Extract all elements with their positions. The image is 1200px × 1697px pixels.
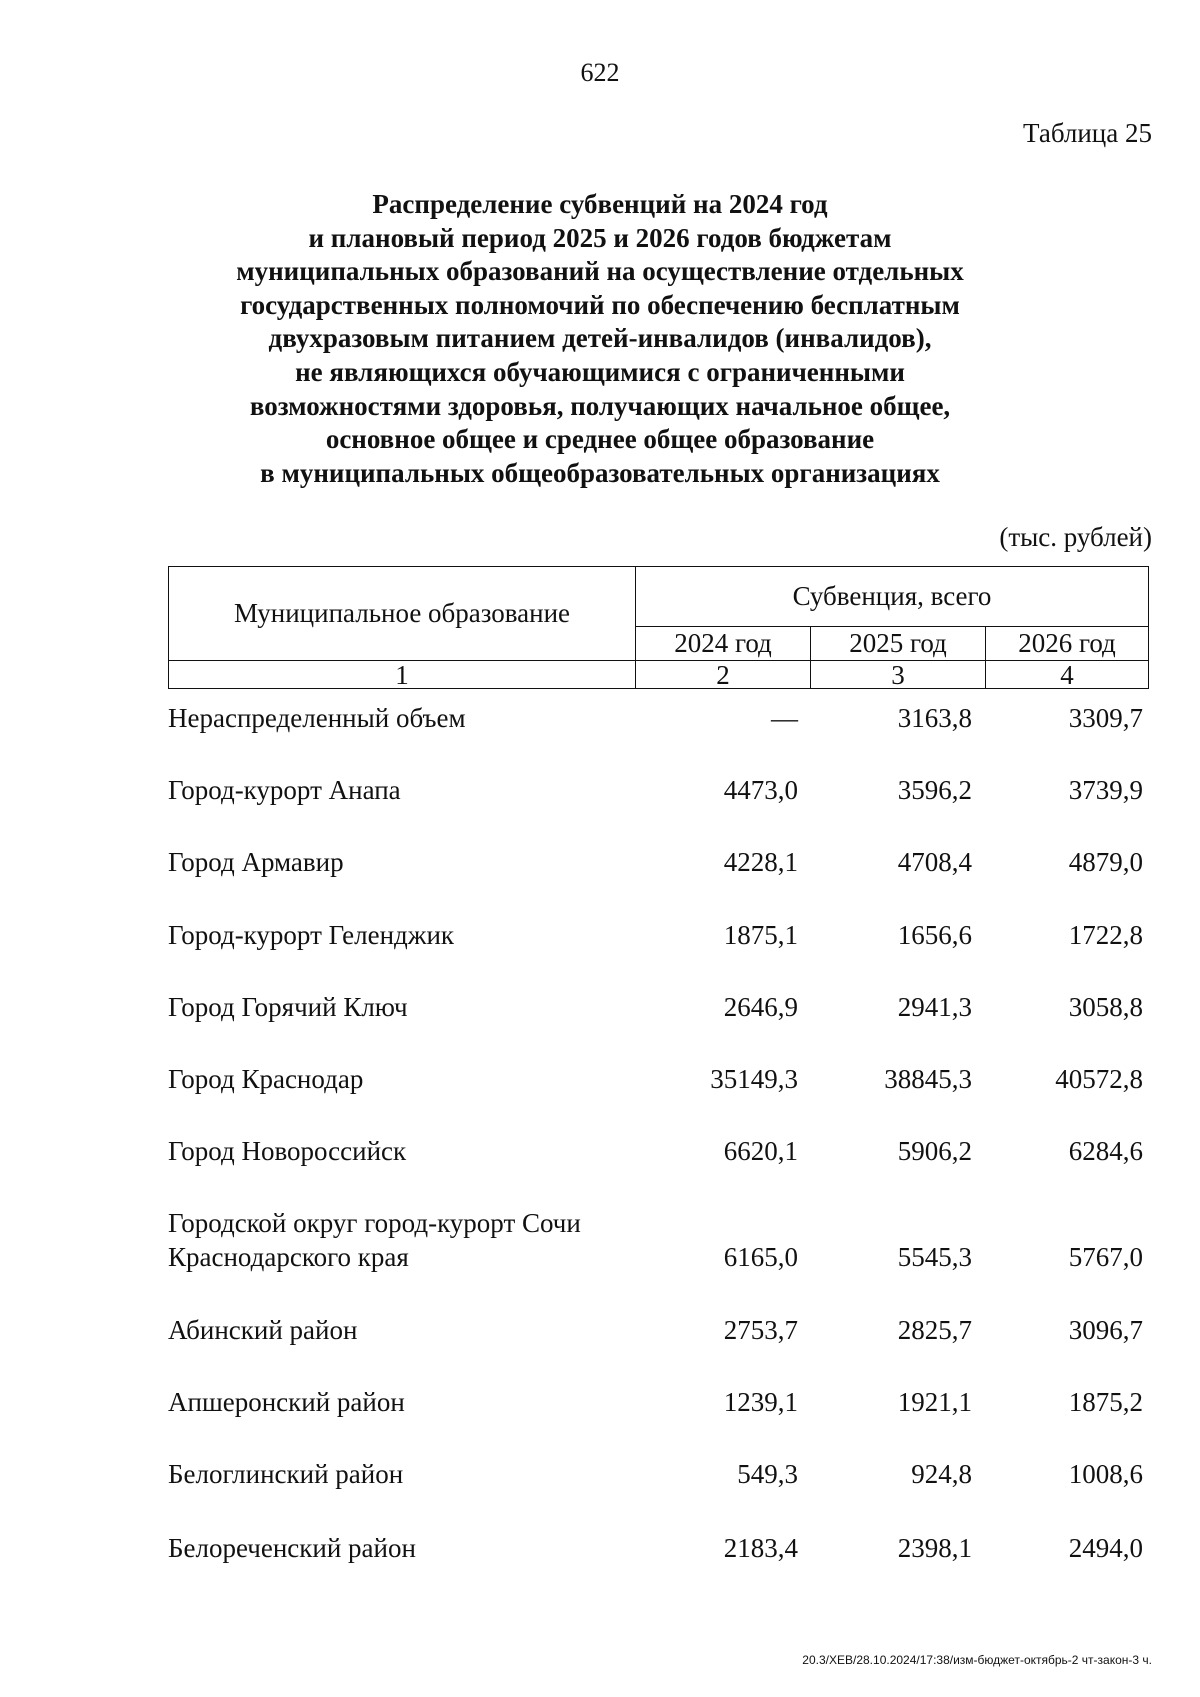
row-name-line: Город-курорт Анапа [168, 775, 401, 805]
row-value-2026: 6284,6 [1068, 1136, 1143, 1166]
title-line: и плановый период 2025 и 2026 годов бюджетам [308, 222, 892, 253]
row-value-2024: 2183,4 [723, 1533, 798, 1563]
row-name-line: Абинский район [168, 1315, 358, 1345]
header-col-number: 3 [811, 661, 986, 689]
row-name-line: Нераспределенный объем [168, 703, 466, 733]
row-name-line: Город Новороссийск [168, 1136, 407, 1166]
row-name-line: Город Армавир [168, 847, 344, 877]
row-value-2025: 2941,3 [897, 992, 972, 1022]
row-value-2024: 6165,0 [723, 1242, 798, 1272]
row-value-2025: 2398,1 [897, 1533, 972, 1563]
document-title [160, 188, 1040, 490]
header-year-2026: 2026 год [986, 627, 1149, 661]
row-name-line: Город Краснодар [168, 1064, 364, 1094]
row-value-2025: 5545,3 [897, 1242, 972, 1272]
row-value-2026: 3096,7 [1068, 1315, 1143, 1345]
row-value-2025: 38845,3 [884, 1064, 972, 1094]
row-value-2025: 924,8 [911, 1459, 972, 1489]
row-name-line: Белореченский район [168, 1533, 416, 1563]
row-value-2025: 4708,4 [897, 847, 972, 877]
table-row [168, 720, 1149, 1565]
row-name-line: Город-курорт Геленджик [168, 920, 455, 950]
header-col-number: 1 [169, 661, 636, 689]
row-value-2025: 3163,8 [897, 703, 972, 733]
row-value-2024: — [771, 703, 798, 733]
header-col-number: 4 [986, 661, 1149, 689]
title-line: не являющихся обучающимися с ограниченными [295, 356, 905, 387]
row-value-2026: 4879,0 [1068, 847, 1143, 877]
row-value-2024: 2753,7 [723, 1315, 798, 1345]
row-municipality-name [168, 1531, 416, 1565]
row-value-2025: 5906,2 [897, 1136, 972, 1166]
title-line: возможностями здоровья, получающих начальное общее, [249, 390, 951, 421]
title-line: двухразовым питанием детей-инвалидов (инвалидов), [268, 323, 932, 354]
row-value-2024: 4228,1 [723, 847, 798, 877]
row-name-line: Краснодарского края [168, 1242, 409, 1272]
row-value-2026: 5767,0 [1068, 1242, 1143, 1272]
row-value-2024: 6620,1 [723, 1136, 798, 1166]
row-value-2024: 1239,1 [723, 1387, 798, 1417]
row-value-2025: 1656,6 [897, 920, 972, 950]
row-name-line: Городской округ город-курорт Сочи [168, 1208, 581, 1238]
row-value-2024: 2646,9 [723, 992, 798, 1022]
title-line: Распределение субвенций на 2024 год [372, 189, 828, 219]
title-line: муниципальных образований на осуществление отдельных [236, 256, 964, 287]
row-value-2025: 3596,2 [897, 775, 972, 805]
header-col-number: 2 [636, 661, 811, 689]
row-value-2026: 1008,6 [1068, 1459, 1143, 1489]
row-value-2026: 3309,7 [1068, 703, 1143, 733]
footer-file-info: 20.3/ХЕВ/28.10.2024/17:38/изм-бюджет-октябрь-2 чт-закон-3 ч. [802, 1653, 1152, 1667]
row-value-2025: 2825,7 [897, 1315, 972, 1345]
row-value-2026: 3739,9 [1068, 775, 1143, 805]
row-name-line: Белоглинский район [168, 1459, 404, 1489]
table-label: Таблица 25 [1023, 118, 1152, 148]
row-value-2024: 549,3 [737, 1459, 798, 1489]
row-value-2024: 35149,3 [710, 1064, 798, 1094]
header-municipality: Муниципальное образование [169, 567, 636, 661]
header-year-2024: 2024 год [636, 627, 811, 661]
title-line: государственных полномочий по обеспечению бесплатным [240, 289, 960, 320]
title-line: основное общее и среднее общее образование [325, 424, 875, 455]
row-value-2024: 4473,0 [723, 775, 798, 805]
row-name-line: Апшеронский район [168, 1387, 405, 1417]
row-value-2026: 3058,8 [1068, 992, 1143, 1022]
header-year-2025: 2025 год [811, 627, 986, 661]
row-value-2026: 40572,8 [1055, 1064, 1143, 1094]
row-value-2024: 1875,1 [723, 920, 798, 950]
row-value-2025: 1921,1 [897, 1387, 972, 1417]
table-header [168, 566, 1149, 689]
row-value-2026: 1722,8 [1068, 920, 1143, 950]
units-label: (тыс. рублей) [999, 522, 1152, 552]
header-subvention-total: Субвенция, всего [636, 567, 1149, 627]
row-value-2026: 1875,2 [1068, 1387, 1143, 1417]
row-name-line: Город Горячий Ключ [168, 992, 408, 1022]
title-line: в муниципальных общеобразовательных организациях [260, 457, 940, 488]
page-number: 622 [580, 58, 620, 87]
row-value-2026: 2494,0 [1068, 1533, 1143, 1563]
